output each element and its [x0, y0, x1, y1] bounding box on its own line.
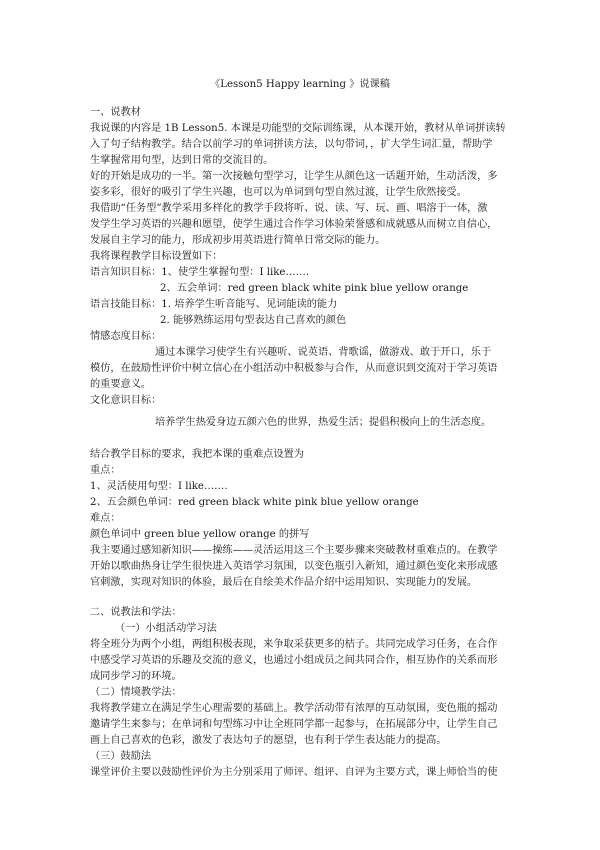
paragraph-line: 模仿，在鼓励性评价中树立信心在小组活动中积极参与合作，从而意识到交流对于学习英语 [90, 363, 498, 374]
paragraph-line: 画上自己喜欢的色彩，激发了表达句子的愿望，也有利于学生表达能力的提高。 [90, 735, 447, 746]
paragraph-line: 我将课程教学目标设置如下： [90, 251, 223, 262]
goal-line: 情感态度目标： [90, 331, 162, 342]
section-heading: 一、说教材 [90, 107, 141, 118]
subsection-heading: （一）小组活动学习法 [115, 623, 217, 634]
paragraph-line: 中感受学习英语的乐趣及交流的意义，也通过小组成员之间共同合作，相互协作的关系而形 [90, 655, 498, 666]
paragraph-line: 我借助“任务型”教学采用多样化的教学手段将听、说、读、写、玩、画、唱溶于一体，激 [90, 203, 488, 214]
paragraph-line: 官刺激，实现对知识的体验，最后在自绘美术作品介绍中运用知识、实现能力的发展。 [90, 577, 478, 588]
subsection-heading: （三）鼓励法 [90, 751, 152, 762]
paragraph-line: 难点： [90, 513, 121, 524]
paragraph-line: 发学生学习英语的兴趣和愿望，使学生通过合作学习体验荣誉感和成就感从而树立自信心， [90, 219, 498, 230]
paragraph-line: 的重要意义。 [90, 379, 152, 390]
paragraph-line: 通过本课学习使学生有兴趣听、说英语、背歌谣，做游戏、敢于开口，乐于 [155, 347, 492, 358]
paragraph-line: 重点： [90, 465, 121, 476]
paragraph-line: 发展自主学习的能力，形成初步用英语进行简单日常交际的能力。 [90, 235, 386, 246]
paragraph-line: 开始以歌曲热身让学生很快进入英语学习氛围，以变色瓶引入新知，通过颜色变化来形成感 [90, 561, 498, 572]
paragraph-line: 我将教学建立在满足学生心理需要的基础上。教学活动带有浓厚的互动氛围，变色瓶的摇动 [90, 703, 498, 714]
goal-line: 文化意识目标： [90, 395, 162, 406]
paragraph-line: 生掌握常用句型，达到日常的交流目的。 [90, 155, 274, 166]
paragraph-line: 2、五会颜色单词：red green black white pink blue yellow orange [90, 497, 419, 508]
paragraph-line: 我说课的内容是 1B Lesson5. 本课是功能型的交际训练课，从本课开始，教材从单词拼读转 [90, 123, 506, 134]
paragraph-line: 邀请学生来参与；在单词和句型练习中让全班同学都一起参与，在拓展部分中，让学生自己 [90, 719, 498, 730]
goal-line: 语言知识目标：1、使学生掌握句型：I like……. [90, 267, 310, 278]
paragraph-line: 将全班分为两个小组，两组积极表现，来争取采获更多的桔子。共同完成学习任务，在合作 [90, 639, 498, 650]
paragraph-line: 姿多彩，很好的吸引了学生兴趣，也可以为单词到句型自然过渡，让学生欣然接受。 [90, 187, 467, 198]
doc-title: 《Lesson5 Happy learning 》说课稿 [210, 79, 390, 90]
paragraph-line: 培养学生热爱身边五颜六色的世界，热爱生活；提倡积极向上的生活态度。 [155, 417, 492, 428]
paragraph-line: 好的开始是成功的一半。第一次接触句型学习，让学生从颜色这一话题开始，生动活泼，多 [90, 171, 498, 182]
paragraph-line: 入了句子结构教学。结合以前学习的单词拼读方法，以句带词，，扩大学生词汇量，帮助学 [90, 139, 493, 150]
goal-line: 2. 能够熟练运用句型表达自己喜欢的颜色 [160, 315, 347, 326]
subsection-heading: （二）情境教学法： [90, 687, 182, 698]
paragraph-line: 结合教学目标的要求，我把本课的重难点设置为 [90, 449, 304, 460]
paragraph-line: 1、灵活使用句型：I like……. [90, 481, 228, 492]
paragraph-line: 课堂评价主要以鼓励性评价为主分别采用了师评、组评、自评为主要方式，课上师恰当的使 [90, 767, 498, 778]
goal-line: 语言技能目标：1. 培养学生听音能写、见词能读的能力 [90, 299, 338, 310]
paragraph-line: 颜色单词中 green blue yellow orange 的拼写 [90, 529, 310, 540]
paragraph-line: 我主要通过感知新知识——操练——灵活运用这三个主要步骤来突破教材重难点的。在教学 [90, 545, 498, 556]
section-heading: 二、说教法和学法： [90, 607, 182, 618]
paragraph-line: 成同步学习的环境。 [90, 671, 182, 682]
goal-line: 2、五会单词：red green black white pink blue yellow orange [160, 283, 469, 294]
